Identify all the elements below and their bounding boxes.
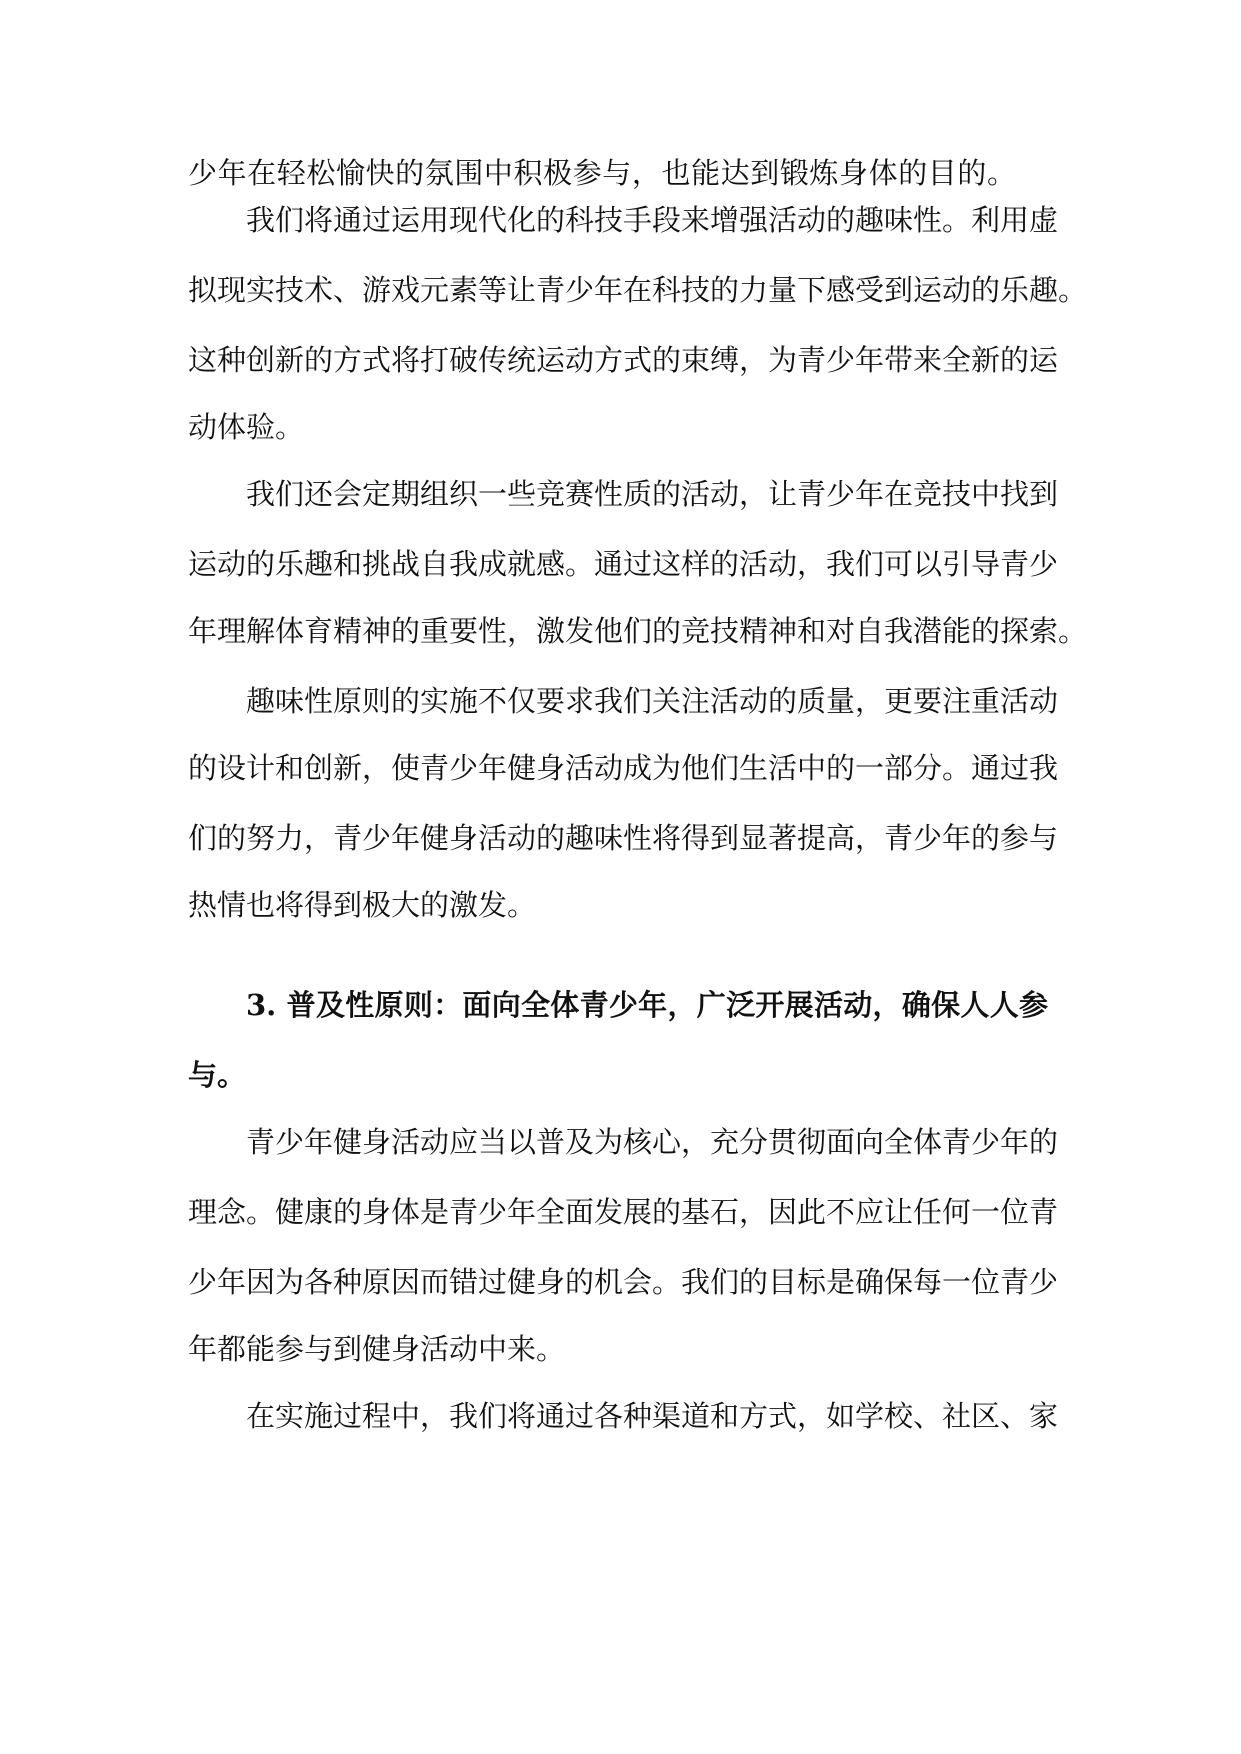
paragraph-line: 少年因为各种原因而错过健身的机会。我们的目标是确保每一位青少 <box>188 1265 1059 1299</box>
paragraph-line: 运动的乐趣和挑战自我成就感。通过这样的活动，我们可以引导青少 <box>188 547 1059 581</box>
section-heading: 与。 <box>188 1058 247 1092</box>
paragraph-line: 拟现实技术、游戏元素等让青少年在科技的力量下感受到运动的乐趣。 <box>188 273 1088 307</box>
paragraph-line: 我们将通过运用现代化的科技手段来增强活动的趣味性。利用虚 <box>246 203 1059 237</box>
paragraph-line: 这种创新的方式将打破传统运动方式的束缚，为青少年带来全新的运 <box>188 343 1059 377</box>
paragraph-line: 趣味性原则的实施不仅要求我们关注活动的质量，更要注重活动 <box>246 684 1059 718</box>
paragraph-line: 的设计和创新，使青少年健身活动成为他们生活中的一部分。通过我 <box>188 751 1059 785</box>
paragraph-line: 少年在轻松愉快的氛围中积极参与，也能达到锻炼身体的目的。 <box>188 156 1016 190</box>
paragraph-line: 年理解体育精神的重要性，激发他们的竞技精神和对自我潜能的探索。 <box>188 614 1088 648</box>
paragraph-line: 年都能参与到健身活动中来。 <box>188 1332 566 1366</box>
paragraph-line: 动体验。 <box>188 410 305 444</box>
paragraph-line: 理念。健康的身体是青少年全面发展的基石，因此不应让任何一位青 <box>188 1195 1059 1229</box>
paragraph-line: 我们还会定期组织一些竞赛性质的活动，让青少年在竞技中找到 <box>246 477 1059 511</box>
paragraph-line: 青少年健身活动应当以普及为核心，充分贯彻面向全体青少年的 <box>246 1125 1059 1159</box>
section-heading: 3. 普及性原则：面向全体青少年，广泛开展活动，确保人人参 <box>246 988 1048 1022</box>
paragraph-line: 们的努力，青少年健身活动的趣味性将得到显著提高，青少年的参与 <box>188 821 1059 855</box>
paragraph-line: 在实施过程中，我们将通过各种渠道和方式，如学校、社区、家 <box>246 1399 1059 1433</box>
paragraph-line: 热情也将得到极大的激发。 <box>188 888 537 922</box>
